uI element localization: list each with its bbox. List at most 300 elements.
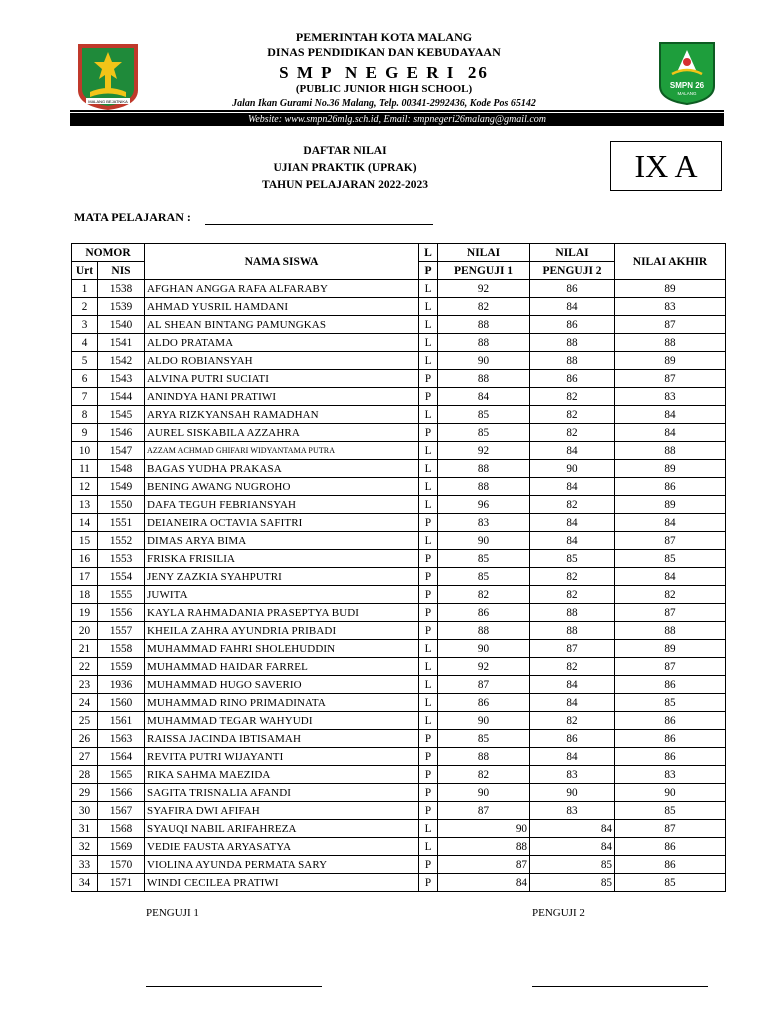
row-number: 26 (72, 730, 98, 748)
student-row (72, 298, 726, 316)
student-row (72, 460, 726, 478)
score-final: 83 (615, 766, 726, 784)
examiner-1-signature-line[interactable] (146, 986, 322, 987)
student-nis: 1556 (98, 604, 145, 622)
student-name: AZZAM ACHMAD GHIFARI WIDYANTAMA PUTRA (145, 442, 419, 460)
row-number: 16 (72, 550, 98, 568)
row-number: 2 (72, 298, 98, 316)
score-examiner-1: 88 (438, 460, 530, 478)
score-examiner-2: 82 (530, 496, 615, 514)
row-number: 29 (72, 784, 98, 802)
student-nis: 1564 (98, 748, 145, 766)
student-nis: 1565 (98, 766, 145, 784)
logo-right-text: SMPN 26 (669, 81, 705, 90)
student-nis: 1558 (98, 640, 145, 658)
student-gender: L (419, 532, 438, 550)
row-number: 11 (72, 460, 98, 478)
student-nis: 1549 (98, 478, 145, 496)
score-examiner-1: 86 (438, 604, 530, 622)
score-final: 85 (615, 874, 726, 892)
col-urt: Urt (72, 262, 98, 280)
score-final: 87 (615, 316, 726, 334)
score-examiner-1: 87 (438, 802, 530, 820)
score-examiner-1: 85 (438, 568, 530, 586)
student-gender: L (419, 334, 438, 352)
score-examiner-1: 90 (438, 640, 530, 658)
score-examiner-1: 85 (438, 424, 530, 442)
score-final: 89 (615, 640, 726, 658)
student-nis: 1546 (98, 424, 145, 442)
student-name: WINDI CECILEA PRATIWI (145, 874, 419, 892)
score-final: 89 (615, 352, 726, 370)
score-final: 86 (615, 748, 726, 766)
student-row (72, 820, 726, 838)
row-number: 6 (72, 370, 98, 388)
student-row (72, 694, 726, 712)
student-gender: P (419, 730, 438, 748)
score-examiner-2: 84 (530, 694, 615, 712)
score-examiner-1: 88 (438, 622, 530, 640)
student-row (72, 316, 726, 334)
student-gender: P (419, 586, 438, 604)
student-nis: 1541 (98, 334, 145, 352)
student-nis: 1545 (98, 406, 145, 424)
title-line-3: TAHUN PELAJARAN 2022-2023 (262, 179, 428, 191)
score-final: 87 (615, 658, 726, 676)
student-name: MUHAMMAD HAIDAR FARREL (145, 658, 419, 676)
score-examiner-1: 90 (438, 352, 530, 370)
examiner-1-label: PENGUJI 1 (146, 907, 199, 919)
score-examiner-2: 84 (530, 676, 615, 694)
student-nis: 1548 (98, 460, 145, 478)
row-number: 10 (72, 442, 98, 460)
student-row (72, 478, 726, 496)
score-examiner-2: 84 (530, 820, 615, 838)
row-number: 12 (72, 478, 98, 496)
student-row (72, 586, 726, 604)
score-examiner-1: 90 (438, 712, 530, 730)
score-examiner-2: 87 (530, 640, 615, 658)
score-examiner-1: 88 (438, 316, 530, 334)
title-line-1: DAFTAR NILAI (303, 145, 387, 157)
score-examiner-2: 82 (530, 424, 615, 442)
student-nis: 1563 (98, 730, 145, 748)
score-examiner-2: 90 (530, 460, 615, 478)
row-number: 19 (72, 604, 98, 622)
score-examiner-2: 85 (530, 550, 615, 568)
student-gender: L (419, 280, 438, 298)
student-row (72, 622, 726, 640)
row-number: 18 (72, 586, 98, 604)
score-final: 86 (615, 730, 726, 748)
score-examiner-2: 86 (530, 280, 615, 298)
score-examiner-2: 88 (530, 352, 615, 370)
col-p: P (419, 262, 438, 280)
student-name: ANINDYA HANI PRATIWI (145, 388, 419, 406)
student-gender: P (419, 802, 438, 820)
score-final: 89 (615, 460, 726, 478)
score-examiner-1: 88 (438, 334, 530, 352)
student-row (72, 766, 726, 784)
student-row (72, 550, 726, 568)
score-examiner-2: 88 (530, 334, 615, 352)
student-nis: 1570 (98, 856, 145, 874)
score-examiner-2: 84 (530, 838, 615, 856)
student-row (72, 730, 726, 748)
score-examiner-2: 82 (530, 712, 615, 730)
student-name: REVITA PUTRI WIJAYANTI (145, 748, 419, 766)
row-number: 25 (72, 712, 98, 730)
col-nilai1-b: PENGUJI 1 (438, 262, 530, 280)
student-name: SAGITA TRISNALIA AFANDI (145, 784, 419, 802)
score-examiner-1: 85 (438, 550, 530, 568)
student-nis: 1551 (98, 514, 145, 532)
score-final: 84 (615, 424, 726, 442)
score-examiner-2: 82 (530, 568, 615, 586)
score-examiner-2: 86 (530, 370, 615, 388)
score-final: 87 (615, 820, 726, 838)
score-examiner-1: 85 (438, 406, 530, 424)
student-name: RIKA SAHMA MAEZIDA (145, 766, 419, 784)
score-examiner-2: 84 (530, 478, 615, 496)
student-nis: 1552 (98, 532, 145, 550)
student-row (72, 784, 726, 802)
student-gender: L (419, 712, 438, 730)
student-gender: P (419, 856, 438, 874)
title-line-2: UJIAN PRAKTIK (UPRAK) (273, 162, 417, 174)
student-nis: 1561 (98, 712, 145, 730)
student-row (72, 640, 726, 658)
student-name: AL SHEAN BINTANG PAMUNGKAS (145, 316, 419, 334)
student-name: SYAUQI NABIL ARIFAHREZA (145, 820, 419, 838)
score-examiner-2: 84 (530, 514, 615, 532)
row-number: 34 (72, 874, 98, 892)
student-row (72, 496, 726, 514)
student-row (72, 424, 726, 442)
score-final: 86 (615, 838, 726, 856)
student-gender: P (419, 514, 438, 532)
score-examiner-1: 83 (438, 514, 530, 532)
student-row (72, 748, 726, 766)
student-nis: 1568 (98, 820, 145, 838)
row-number: 14 (72, 514, 98, 532)
student-gender: L (419, 676, 438, 694)
row-number: 33 (72, 856, 98, 874)
col-nama: NAMA SISWA (145, 244, 419, 280)
student-nis: 1560 (98, 694, 145, 712)
student-name: MUHAMMAD FAHRI SHOLEHUDDIN (145, 640, 419, 658)
student-nis: 1538 (98, 280, 145, 298)
row-number: 31 (72, 820, 98, 838)
grades-table (71, 243, 726, 892)
score-examiner-2: 84 (530, 298, 615, 316)
score-final: 82 (615, 586, 726, 604)
score-final: 84 (615, 514, 726, 532)
col-akhir: NILAI AKHIR (615, 244, 726, 280)
score-final: 88 (615, 334, 726, 352)
student-nis: 1555 (98, 586, 145, 604)
government-name: PEMERINTAH KOTA MALANG (295, 30, 473, 44)
student-nis: 1543 (98, 370, 145, 388)
student-nis: 1547 (98, 442, 145, 460)
score-final: 89 (615, 496, 726, 514)
student-row (72, 532, 726, 550)
col-nilai2-a: NILAI (530, 244, 615, 262)
score-examiner-2: 85 (530, 856, 615, 874)
score-examiner-1: 88 (438, 748, 530, 766)
score-final: 90 (615, 784, 726, 802)
score-final: 85 (615, 550, 726, 568)
score-final: 84 (615, 406, 726, 424)
student-gender: P (419, 874, 438, 892)
student-name: BAGAS YUDHA PRAKASA (145, 460, 419, 478)
student-name: MUHAMMAD TEGAR WAHYUDI (145, 712, 419, 730)
student-gender: L (419, 820, 438, 838)
student-name: DEIANEIRA OCTAVIA SAFITRI (145, 514, 419, 532)
student-name: ALDO ROBIANSYAH (145, 352, 419, 370)
student-gender: L (419, 316, 438, 334)
student-name: KAYLA RAHMADANIA PRASEPTYA BUDI (145, 604, 419, 622)
score-examiner-1: 90 (438, 532, 530, 550)
subject-label: MATA PELAJARAN : (74, 210, 191, 224)
student-gender: P (419, 568, 438, 586)
student-row (72, 406, 726, 424)
student-row (72, 370, 726, 388)
score-final: 86 (615, 676, 726, 694)
score-examiner-1: 82 (438, 298, 530, 316)
score-final: 83 (615, 388, 726, 406)
grades-body (72, 280, 726, 892)
student-name: BENING AWANG NUGROHO (145, 478, 419, 496)
student-name: RAISSA JACINDA IBTISAMAH (145, 730, 419, 748)
score-final: 86 (615, 712, 726, 730)
score-examiner-1: 90 (438, 820, 530, 838)
student-row (72, 838, 726, 856)
student-nis: 1539 (98, 298, 145, 316)
student-gender: L (419, 460, 438, 478)
row-number: 9 (72, 424, 98, 442)
student-name: VEDIE FAUSTA ARYASATYA (145, 838, 419, 856)
score-final: 88 (615, 622, 726, 640)
class-label: IX A (610, 141, 722, 191)
student-name: FRISKA FRISILIA (145, 550, 419, 568)
student-name: AUREL SISKABILA AZZAHRA (145, 424, 419, 442)
score-final: 83 (615, 298, 726, 316)
student-row (72, 658, 726, 676)
student-row (72, 676, 726, 694)
score-final: 87 (615, 370, 726, 388)
student-row (72, 334, 726, 352)
student-name: AFGHAN ANGGA RAFA ALFARABY (145, 280, 419, 298)
student-name: SYAFIRA DWI AFIFAH (145, 802, 419, 820)
student-gender: P (419, 370, 438, 388)
student-nis: 1559 (98, 658, 145, 676)
student-nis: 1567 (98, 802, 145, 820)
student-gender: P (419, 388, 438, 406)
student-gender: P (419, 766, 438, 784)
score-final: 85 (615, 802, 726, 820)
score-examiner-2: 84 (530, 442, 615, 460)
student-nis: 1554 (98, 568, 145, 586)
student-row (72, 352, 726, 370)
student-gender: L (419, 694, 438, 712)
score-examiner-1: 88 (438, 838, 530, 856)
row-number: 5 (72, 352, 98, 370)
score-examiner-2: 88 (530, 604, 615, 622)
student-nis: 1550 (98, 496, 145, 514)
col-nilai2-b: PENGUJI 2 (530, 262, 615, 280)
student-gender: P (419, 622, 438, 640)
row-number: 20 (72, 622, 98, 640)
score-examiner-2: 82 (530, 658, 615, 676)
row-number: 13 (72, 496, 98, 514)
score-examiner-1: 88 (438, 370, 530, 388)
student-nis: 1571 (98, 874, 145, 892)
student-name: DAFA TEGUH FEBRIANSYAH (145, 496, 419, 514)
school-name: S M P N E G E R I 26 (279, 63, 489, 82)
student-nis: 1542 (98, 352, 145, 370)
student-row (72, 280, 726, 298)
student-name: JENY ZAZKIA SYAHPUTRI (145, 568, 419, 586)
row-number: 17 (72, 568, 98, 586)
website-bar: Website: www.smpn26mlg.sch.id, Email: smpnegeri26malang@gmail.com (70, 113, 724, 126)
student-name: MUHAMMAD HUGO SAVERIO (145, 676, 419, 694)
score-examiner-2: 84 (530, 532, 615, 550)
examiner-2-signature-line[interactable] (532, 986, 708, 987)
row-number: 23 (72, 676, 98, 694)
department-name: DINAS PENDIDIKAN DAN KEBUDAYAAN (267, 45, 501, 59)
logo-right-sub: MALANG (677, 91, 697, 96)
student-name: ALDO PRATAMA (145, 334, 419, 352)
col-nis: NIS (98, 262, 145, 280)
score-examiner-1: 87 (438, 676, 530, 694)
student-gender: L (419, 478, 438, 496)
header-rule (70, 110, 724, 112)
score-examiner-2: 83 (530, 802, 615, 820)
row-number: 1 (72, 280, 98, 298)
score-examiner-2: 84 (530, 748, 615, 766)
score-examiner-2: 86 (530, 316, 615, 334)
col-l: L (419, 244, 438, 262)
score-final: 87 (615, 604, 726, 622)
student-row (72, 802, 726, 820)
student-gender: L (419, 496, 438, 514)
student-nis: 1566 (98, 784, 145, 802)
school-name-en: (PUBLIC JUNIOR HIGH SCHOOL) (295, 83, 473, 95)
score-examiner-1: 92 (438, 280, 530, 298)
row-number: 7 (72, 388, 98, 406)
score-examiner-1: 92 (438, 658, 530, 676)
score-examiner-1: 96 (438, 496, 530, 514)
subject-input-line[interactable] (205, 224, 433, 225)
score-examiner-1: 82 (438, 586, 530, 604)
score-final: 84 (615, 568, 726, 586)
row-number: 28 (72, 766, 98, 784)
student-gender: L (419, 352, 438, 370)
score-final: 88 (615, 442, 726, 460)
student-name: ALVINA PUTRI SUCIATI (145, 370, 419, 388)
student-name: KHEILA ZAHRA AYUNDRIA PRIBADI (145, 622, 419, 640)
row-number: 3 (72, 316, 98, 334)
logo-left-text: MALANG BEJATNIKA (88, 99, 128, 104)
student-nis: 1569 (98, 838, 145, 856)
student-row (72, 874, 726, 892)
student-name: ARYA RIZKYANSAH RAMADHAN (145, 406, 419, 424)
student-gender: P (419, 424, 438, 442)
student-nis: 1936 (98, 676, 145, 694)
row-number: 15 (72, 532, 98, 550)
student-gender: L (419, 658, 438, 676)
student-nis: 1553 (98, 550, 145, 568)
student-row (72, 514, 726, 532)
row-number: 30 (72, 802, 98, 820)
student-row (72, 712, 726, 730)
student-gender: P (419, 604, 438, 622)
score-final: 85 (615, 694, 726, 712)
student-nis: 1544 (98, 388, 145, 406)
student-row (72, 568, 726, 586)
student-gender: L (419, 298, 438, 316)
student-name: AHMAD YUSRIL HAMDANI (145, 298, 419, 316)
score-final: 86 (615, 856, 726, 874)
score-final: 87 (615, 532, 726, 550)
student-gender: L (419, 406, 438, 424)
student-gender: P (419, 550, 438, 568)
score-examiner-1: 84 (438, 388, 530, 406)
score-examiner-2: 82 (530, 406, 615, 424)
score-examiner-2: 88 (530, 622, 615, 640)
score-examiner-2: 85 (530, 874, 615, 892)
examiner-2-label: PENGUJI 2 (532, 907, 585, 919)
student-row (72, 442, 726, 460)
score-examiner-2: 83 (530, 766, 615, 784)
col-nomor: NOMOR (72, 244, 145, 262)
school-address: Jalan Ikan Gurami No.36 Malang, Telp. 00341-2992436, Kode Pos 65142 (232, 98, 536, 109)
student-gender: L (419, 442, 438, 460)
student-row (72, 604, 726, 622)
row-number: 27 (72, 748, 98, 766)
student-name: MUHAMMAD RINO PRIMADINATA (145, 694, 419, 712)
student-gender: L (419, 640, 438, 658)
student-row (72, 388, 726, 406)
row-number: 4 (72, 334, 98, 352)
student-gender: P (419, 784, 438, 802)
score-examiner-1: 92 (438, 442, 530, 460)
row-number: 21 (72, 640, 98, 658)
score-examiner-2: 82 (530, 586, 615, 604)
student-name: DIMAS ARYA BIMA (145, 532, 419, 550)
score-examiner-1: 90 (438, 784, 530, 802)
score-examiner-2: 82 (530, 388, 615, 406)
score-examiner-1: 88 (438, 478, 530, 496)
student-gender: L (419, 838, 438, 856)
student-name: VIOLINA AYUNDA PERMATA SARY (145, 856, 419, 874)
student-nis: 1540 (98, 316, 145, 334)
student-nis: 1557 (98, 622, 145, 640)
row-number: 8 (72, 406, 98, 424)
row-number: 24 (72, 694, 98, 712)
student-row (72, 856, 726, 874)
col-nilai1-a: NILAI (438, 244, 530, 262)
row-number: 22 (72, 658, 98, 676)
score-examiner-1: 87 (438, 856, 530, 874)
student-name: JUWITA (145, 586, 419, 604)
score-examiner-2: 86 (530, 730, 615, 748)
student-gender: P (419, 748, 438, 766)
score-examiner-1: 84 (438, 874, 530, 892)
row-number: 32 (72, 838, 98, 856)
score-final: 89 (615, 280, 726, 298)
